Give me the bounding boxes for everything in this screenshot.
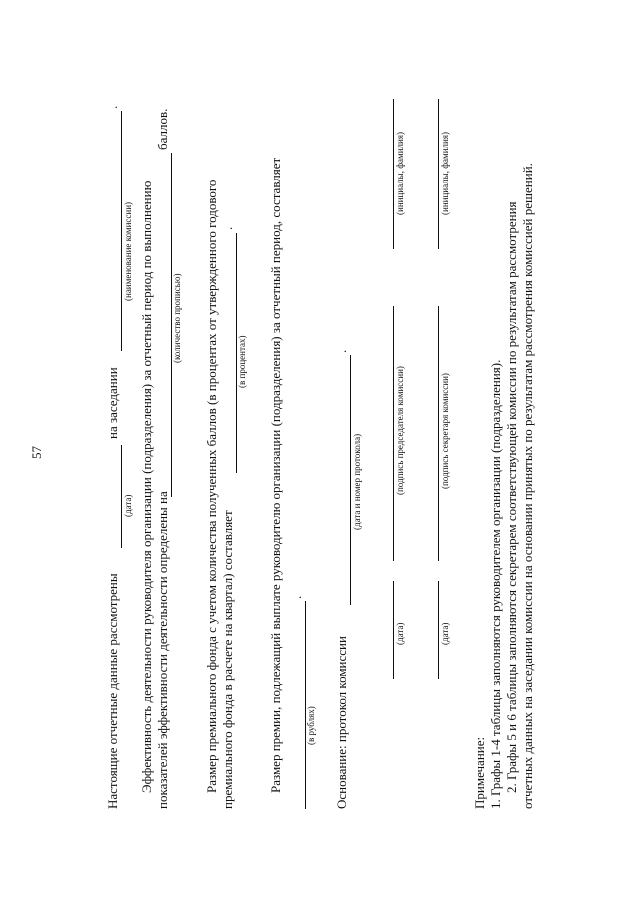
bonus-fund-text-line2: премиального фонда в расчете на квартал) составляет	[220, 510, 235, 809]
secretary-date-line	[438, 581, 439, 679]
review-lead-text: Настоящие отчетные данные рассмотрены	[105, 573, 120, 809]
chair-signature-line	[393, 306, 394, 561]
page-number: 57	[29, 446, 44, 459]
review-tail-text: .	[105, 105, 120, 109]
chair-name-line	[393, 99, 394, 249]
note-item-1: 1. Графы 1-4 таблицы заполняются руководителем организации (подразделения).	[488, 359, 503, 809]
basis-text: Основание: протокол комиссии	[334, 636, 349, 809]
chair-date-caption: (дата)	[395, 622, 405, 645]
chair-name-caption: (инициалы, фамилия)	[395, 132, 405, 215]
efficiency-tail-text: баллов.	[155, 108, 170, 150]
date-blank-line	[121, 445, 122, 548]
date-caption: (дата)	[123, 494, 133, 517]
secretary-name-caption: (инициалы, фамилия)	[440, 132, 450, 215]
protocol-blank-line	[350, 355, 351, 605]
bonus-fund-tail-text: .	[220, 226, 235, 230]
bonus-amount-tail-text: .	[289, 595, 304, 599]
notes-title: Примечание:	[472, 736, 487, 809]
bonus-fund-text-line1: Размер премиального фонда с учетом количества полученных баллов (в процентах от утвержденного годового	[204, 179, 219, 793]
rubles-blank-line	[305, 601, 306, 809]
note-item-2-line1: 2. Графы 5 и 6 таблицы заполняются секретарем соответствующей комиссии по результатам рассмотрения	[504, 201, 519, 793]
chair-signature-caption: (подпись председателя комиссии)	[395, 366, 405, 495]
percent-caption: (в процентах)	[237, 335, 247, 388]
basis-tail-text: .	[334, 349, 349, 353]
note-item-2-line2: отчетных данных на заседании комиссии на основании принятых по результатам рассмотрения комиссией решений.	[520, 163, 535, 809]
secretary-name-line	[438, 99, 439, 249]
chair-date-line	[393, 581, 394, 679]
commission-blank-line	[121, 111, 122, 351]
points-caption: (количество прописью)	[172, 273, 182, 363]
secretary-date-caption: (дата)	[440, 622, 450, 645]
efficiency-text-line2: показателей эффективности деятельности определены на	[155, 491, 170, 809]
rubles-caption: (в рублях)	[306, 706, 316, 745]
bonus-amount-text: Размер премии, подлежащий выплате руководителю организации (подразделения) за отчетный период, составляет	[268, 157, 283, 793]
secretary-signature-caption: (подпись секретаря комиссии)	[440, 373, 450, 489]
secretary-signature-line	[438, 306, 439, 561]
protocol-caption: (дата и номер протокола)	[352, 433, 362, 530]
review-mid-text: на заседании	[105, 367, 120, 439]
commission-caption: (наименование комиссии)	[123, 201, 133, 301]
efficiency-text-line1: Эффективность деятельности руководителя организации (подразделения) за отчетный период по выполнению	[139, 180, 154, 793]
